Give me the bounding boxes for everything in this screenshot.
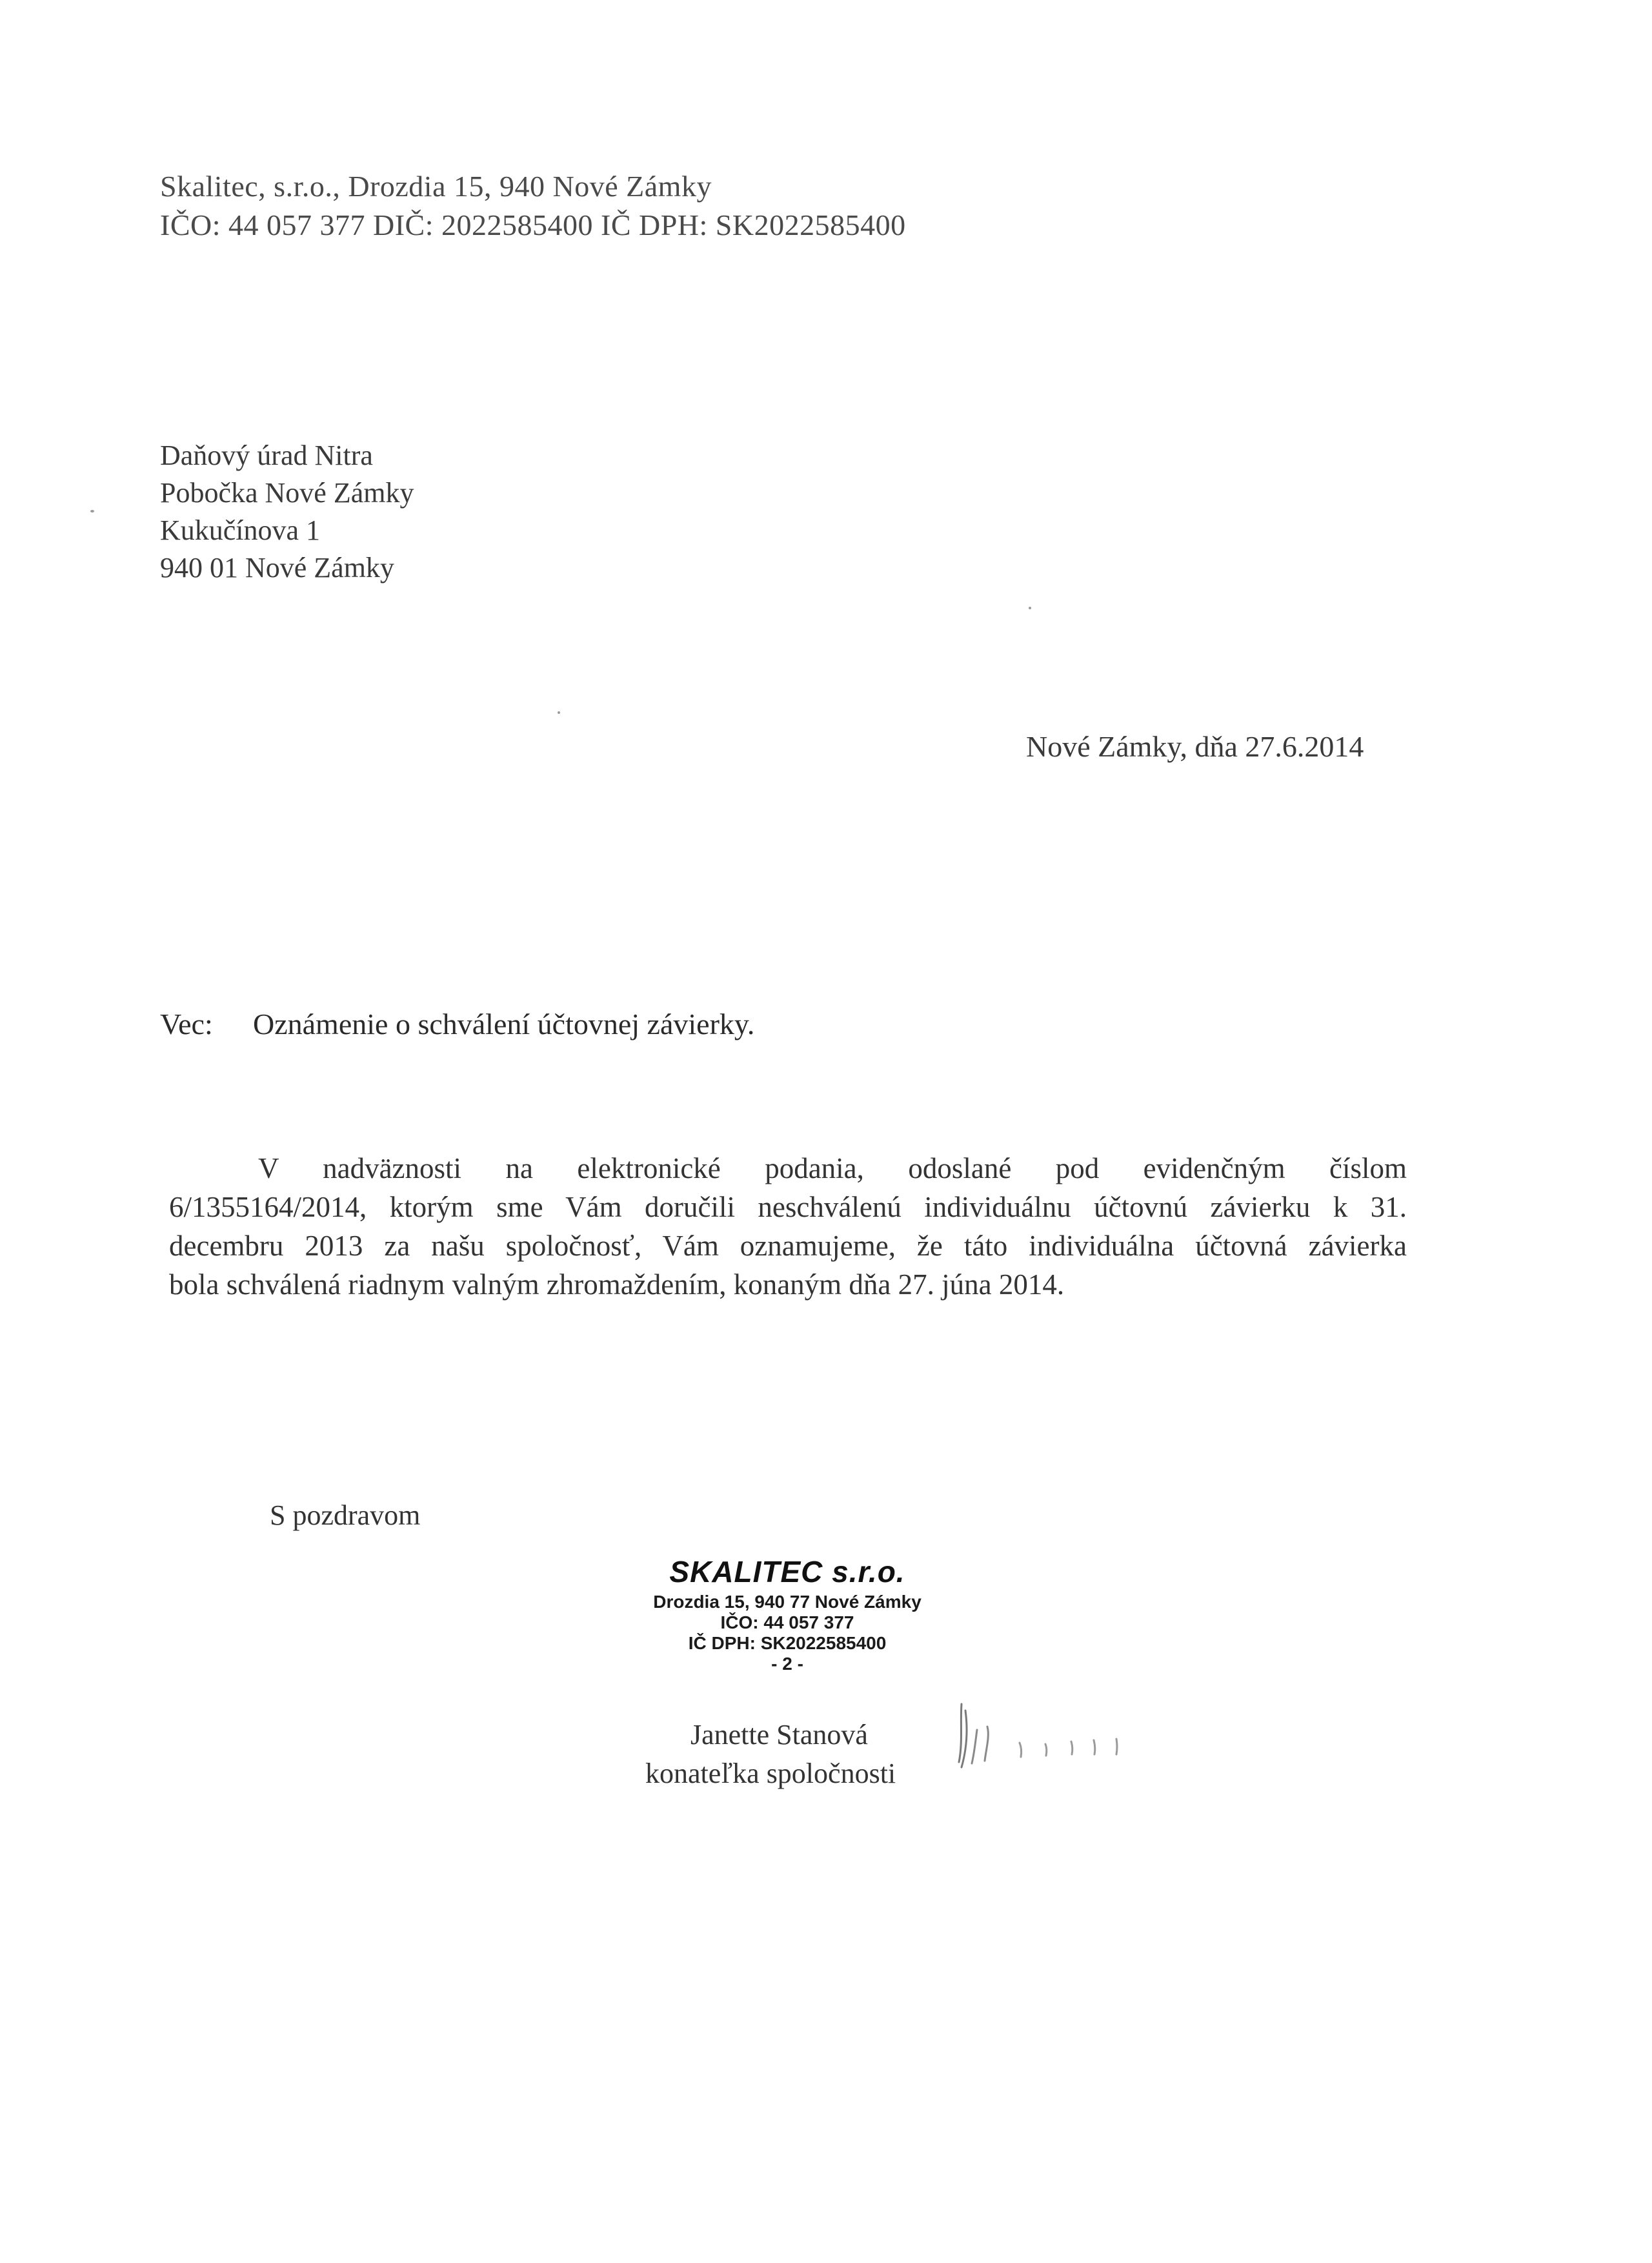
scan-speck	[90, 510, 94, 512]
recipient-branch: Pobočka Nové Zámky	[160, 477, 414, 509]
subject-label: Vec:	[160, 1008, 213, 1040]
recipient-street: Kukučínova 1	[160, 514, 321, 546]
body-line-4: bola schválená riadnym valným zhromaždením, konaným dňa 27. júna 2014.	[169, 1268, 1065, 1301]
letter-date: Nové Zámky, dňa 27.6.2014	[1026, 730, 1364, 763]
closing-greeting: S pozdravom	[270, 1499, 421, 1531]
body-line-2: 6/1355164/2014, ktorým sme Vám doručili neschválenú individuálnu účtovnú závierku k 31.	[169, 1191, 1407, 1223]
sender-ids-line: IČO: 44 057 377 DIČ: 2022585400 IČ DPH: SK2022585400	[160, 208, 906, 241]
sender-address-line: Skalitec, s.r.o., Drozdia 15, 940 Nové Zámky	[160, 170, 712, 203]
stamp-number: - 2 -	[771, 1654, 803, 1674]
scan-speck	[558, 711, 560, 714]
subject-text: Oznámenie o schválení účtovnej závierky.	[253, 1008, 755, 1040]
stamp-address: Drozdia 15, 940 77 Nové Zámky	[653, 1592, 922, 1612]
stamp-company-name: SKALITEC s.r.o.	[669, 1555, 905, 1588]
stamp-ico: IČO: 44 057 377	[720, 1612, 854, 1632]
recipient-city: 940 01 Nové Zámky	[160, 552, 394, 584]
body-line-3: decembru 2013 za našu spoločnosť, Vám oznamujeme, že táto individuálna účtovná závierka	[169, 1230, 1407, 1262]
stamp-ic-dph: IČ DPH: SK2022585400	[688, 1633, 887, 1653]
handwritten-signature	[949, 1691, 1168, 1781]
signatory-title: konateľka spoločnosti	[645, 1758, 896, 1789]
body-line-1: V nadväznosti na elektronické podania, odoslané pod evidenčným číslom	[258, 1152, 1407, 1184]
recipient-office: Daňový úrad Nitra	[160, 440, 373, 471]
signatory-name: Janette Stanová	[690, 1719, 868, 1751]
scan-speck	[1029, 607, 1031, 609]
company-stamp	[620, 1554, 955, 1674]
